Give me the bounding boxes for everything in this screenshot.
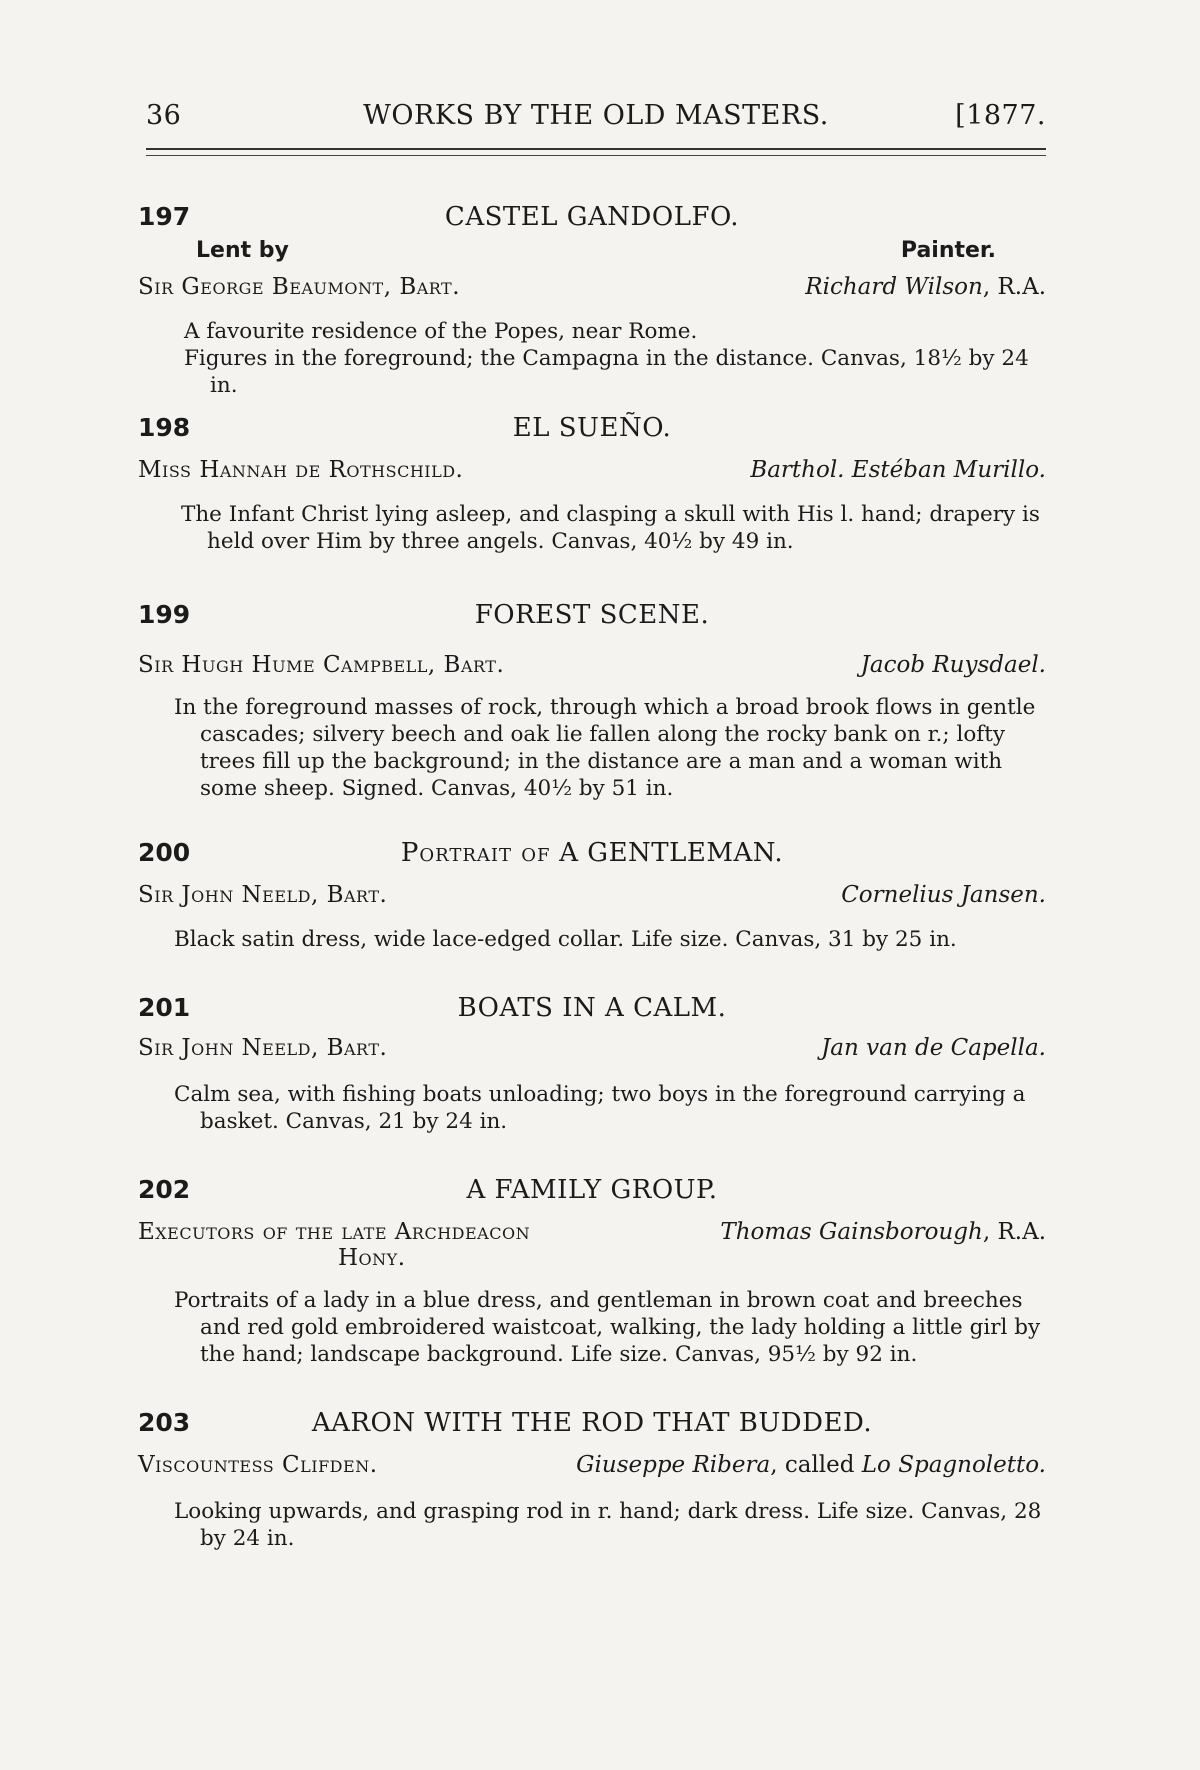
painter: [576, 1452, 1046, 1478]
painter-alias: Lo Spagnoletto.: [861, 1452, 1046, 1478]
entry-title: [138, 838, 1046, 868]
lender: Sir George Beaumont, Bart.: [138, 274, 461, 300]
painter-suffix: , R.A.: [982, 1219, 1046, 1245]
entry-description: Looking upwards, and grasping rod in r. hand; dark dress. Life size. Canvas, 28 by 24 in.: [174, 1499, 1042, 1551]
entry-title: BOATS IN A CALM.: [457, 993, 727, 1023]
page-title: WORKS BY THE OLD MASTERS.: [363, 100, 829, 131]
header-rule-thick: [146, 148, 1046, 150]
painter: Jan van de Capella.: [821, 1035, 1046, 1061]
catalogue-entry-202: [138, 1175, 1046, 1375]
painter: Jacob Ruysdael.: [860, 652, 1046, 678]
page-number: 36: [146, 100, 182, 131]
entry-description: In the foreground masses of rock, through which a broad brook flows in gentle cascades; silvery beech and oak lie fallen along the rocky bank on r.; lofty trees fill up the background; in the distance are a man and a woman with some sheep. Signed. Canvas, 40½ by 51 in.: [174, 695, 1036, 801]
painter: [805, 274, 1046, 300]
entry-description: Calm sea, with fishing boats unloading; two boys in the foreground carrying a basket. Canvas, 21 by 24 in.: [174, 1082, 1026, 1134]
entry-title-prefix: Portrait of: [400, 838, 551, 868]
catalogue-entry-199: [138, 600, 1046, 800]
entry-number: 203: [138, 1408, 191, 1437]
catalogue-entry-203: [138, 1408, 1046, 1568]
lender: Sir John Neeld, Bart.: [138, 1035, 388, 1061]
entry-title: CASTEL GANDOLFO.: [444, 202, 740, 232]
entry-number: 201: [138, 993, 191, 1022]
lent-by-heading: Lent by: [196, 238, 289, 263]
lender: Miss Hannah de Rothschild.: [138, 457, 464, 483]
catalogue-entry-201: [138, 993, 1046, 1143]
painter-mid: , called: [770, 1452, 862, 1478]
entry-number: 199: [138, 600, 191, 629]
entry-description-2: Figures in the foreground; the Campagna in the distance. Canvas, 18½ by 24 in.: [184, 346, 1029, 398]
entry-number: 198: [138, 413, 191, 442]
painter-name: Giuseppe Ribera: [576, 1452, 771, 1478]
lender: Viscountess Clifden.: [138, 1452, 378, 1478]
year-marker: [1877.: [955, 100, 1046, 131]
catalogue-entry-197: [138, 202, 1046, 398]
entry-number: 197: [138, 202, 191, 231]
entry-title-main: A GENTLEMAN.: [559, 838, 784, 868]
painter-heading: Painter.: [900, 238, 996, 263]
painter: Cornelius Jansen.: [841, 882, 1046, 908]
header-rule-thin: [146, 155, 1046, 156]
lender: Sir Hugh Hume Campbell, Bart.: [138, 652, 505, 678]
entry-description: The Infant Christ lying asleep, and clasping a skull with His l. hand; drapery is held over Him by three angels. Canvas, 40½ by 49 in.: [181, 502, 1040, 554]
entry-number: 202: [138, 1175, 191, 1204]
entry-number: 200: [138, 838, 191, 867]
entry-title: FOREST SCENE.: [474, 600, 710, 630]
entry-title: EL SUEÑO.: [512, 413, 672, 443]
entry-description: Black satin dress, wide lace-edged collar. Life size. Canvas, 31 by 25 in.: [174, 927, 957, 952]
entry-description: Portraits of a lady in a blue dress, and gentleman in brown coat and breeches and red gold embroidered waistcoat, walking, the lady holding a little girl by the hand; landscape background. Life size. Canvas, 95½ by 92 in.: [174, 1288, 1041, 1367]
catalogue-entry-200: [138, 838, 1046, 958]
painter: [720, 1219, 1046, 1245]
lender-continued: Hony.: [338, 1245, 406, 1271]
entry-title: A FAMILY GROUP.: [466, 1175, 718, 1205]
painter-name: Thomas Gainsborough: [720, 1219, 983, 1245]
lender: Sir John Neeld, Bart.: [138, 882, 388, 908]
painter-name: Richard Wilson: [805, 274, 983, 300]
running-head: [146, 100, 1046, 140]
entry-description: A favourite residence of the Popes, near Rome.: [184, 319, 698, 344]
catalogue-entry-198: [138, 413, 1046, 563]
entry-title: AARON WITH THE ROD THAT BUDDED.: [311, 1408, 873, 1438]
painter-suffix: , R.A.: [982, 274, 1046, 300]
painter: Barthol. Estéban Murillo.: [750, 457, 1046, 483]
lender: Executors of the late Archdeacon: [138, 1219, 531, 1245]
